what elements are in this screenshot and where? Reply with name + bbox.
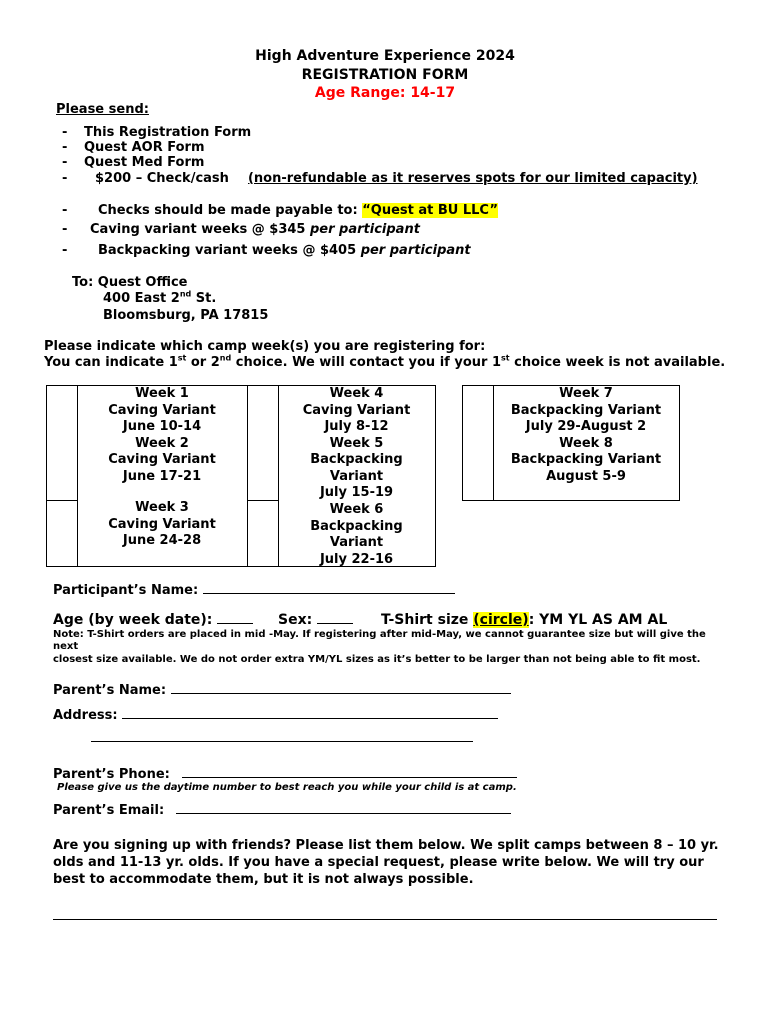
bullet-dash: - [62, 243, 68, 258]
tshirt-label: T-Shirt size [381, 612, 474, 628]
week-line: July 8-12 [324, 419, 389, 434]
week-cell-1-2 [77, 386, 247, 485]
week-line: Caving Variant [302, 402, 411, 418]
friends-line3: best to accommodate them, but it is not always possible. [53, 872, 474, 887]
bullet-dash: - [62, 125, 68, 140]
week-table-2 [247, 385, 436, 567]
street-suffix: St. [191, 291, 217, 306]
participant-name-field[interactable] [203, 582, 455, 594]
tshirt-sizes[interactable]: YM YL AS AM AL [539, 612, 668, 628]
bullet-dash: - [62, 222, 68, 237]
week-checkbox-6[interactable] [248, 500, 279, 566]
week-checkbox-1-2[interactable] [47, 386, 78, 500]
week-line: Backpacking [310, 452, 403, 467]
week-line: Week 3 [135, 500, 189, 515]
send-item-med: Quest Med Form [84, 155, 205, 170]
tshirt-note-line3: closest size available. We do not order extra YM/YL sizes as it’s better to be larger than not being able to fit most. [53, 654, 701, 665]
form-subtitle: REGISTRATION FORM [301, 67, 469, 83]
address-to: To: Quest Office [72, 275, 188, 290]
street-sup: nd [179, 289, 192, 299]
participant-name-row [53, 582, 455, 598]
week-checkbox-4-5[interactable] [248, 386, 279, 500]
bullet-dash: - [62, 203, 68, 218]
parent-email-label: Parent’s Email: [53, 803, 165, 818]
week-cell-3 [77, 500, 247, 550]
week-line: Variant [329, 535, 384, 550]
backpacking-price [98, 243, 471, 258]
week-table-1 [46, 385, 248, 567]
parent-phone-row [53, 766, 517, 782]
participant-name-label: Participant’s Name: [53, 583, 203, 598]
bullet-dash: - [62, 140, 68, 155]
week-checkbox-3[interactable] [47, 500, 78, 566]
address-field-2[interactable] [91, 741, 473, 742]
intro-text-c: choice. We will contact you if your 1 [231, 355, 501, 370]
week-line: Caving Variant [108, 516, 216, 532]
backpacking-price-text: Backpacking variant weeks @ $405 [98, 243, 361, 258]
per-participant: per participant [310, 222, 420, 237]
tshirt-note-line2: next [53, 641, 79, 652]
checkbox-divider [248, 500, 278, 501]
phone-note: Please give us the daytime number to best reach you while your child is at camp. [57, 782, 517, 793]
fee-note: (non-refundable as it reserves spots for our limited capacity) [247, 171, 698, 186]
sup-nd: nd [219, 353, 232, 363]
week-line: June 17-21 [122, 468, 202, 484]
tshirt-row [381, 612, 667, 628]
sup-st: st [177, 353, 187, 363]
age-row [53, 612, 253, 628]
send-item-registration: This Registration Form [84, 125, 252, 140]
week-line: Week 5 [329, 435, 384, 451]
friends-field[interactable] [53, 919, 717, 920]
checkbox-divider [47, 500, 77, 501]
weeks-intro-line2 [44, 355, 725, 370]
week-cell-6 [278, 502, 435, 568]
form-title: High Adventure Experience 2024 [255, 48, 515, 64]
address-row [53, 707, 498, 723]
week-line: Week 1 [135, 386, 189, 401]
caving-price-text: Caving variant weeks @ $345 [90, 222, 310, 237]
week-line: Caving Variant [108, 402, 216, 418]
friends-line1: Are you signing up with friends? Please list them below. We split camps between 8 – 10 yr. [53, 838, 719, 853]
intro-text-a: You can indicate 1 [44, 355, 178, 370]
age-label: Age (by week date): [53, 612, 213, 628]
tshirt-note-line1: Note: T-Shirt orders are placed in mid -May. If registering after mid-May, we cannot guarantee size but will give the [53, 629, 706, 640]
fee-amount: $200 – Check/cash [95, 171, 229, 186]
address-city: Bloomsburg, PA 17815 [103, 308, 269, 323]
send-item-fee [95, 171, 698, 186]
intro-text-b: or 2 [186, 355, 220, 370]
week-line: June 24-28 [122, 533, 202, 548]
intro-text-d: choice week is not available. [509, 355, 726, 370]
parent-name-label: Parent’s Name: [53, 683, 171, 698]
address-label: Address: [53, 708, 123, 723]
sex-field[interactable] [317, 612, 353, 624]
send-item-aor: Quest AOR Form [84, 140, 205, 155]
sup-st: st [501, 353, 510, 363]
week-line: Week 2 [135, 435, 189, 451]
week-line: Backpacking Variant [510, 402, 662, 418]
sex-label: Sex: [278, 612, 313, 628]
week-line: July 22-16 [319, 551, 394, 567]
week-line: July 15-19 [319, 485, 394, 500]
week-line: Caving Variant [108, 452, 216, 467]
please-send-heading: Please send: [56, 102, 149, 117]
week-line: August 5-9 [546, 468, 626, 484]
week-line: Week 8 [559, 435, 613, 451]
parent-phone-field[interactable] [182, 766, 517, 778]
checks-prefix: Checks should be made payable to: [98, 203, 363, 218]
parent-name-field[interactable] [171, 682, 511, 694]
week-line: Week 6 [329, 502, 384, 517]
checks-payee: “Quest at BU LLC” [362, 203, 498, 218]
per-participant: per participant [360, 243, 471, 258]
bullet-dash: - [62, 171, 68, 186]
age-field[interactable] [217, 612, 253, 624]
address-field-1[interactable] [122, 707, 498, 719]
friends-line2: olds and 11-13 yr. olds. If you have a special request, please write below. We will try our [53, 855, 704, 870]
week-cell-7-8 [493, 386, 679, 485]
checks-payable [98, 203, 498, 218]
street-text: 400 East 2 [103, 291, 180, 306]
week-cell-4-5 [278, 386, 435, 502]
week-line: Backpacking [310, 518, 403, 534]
age-range: Age Range: 14-17 [314, 85, 456, 101]
tshirt-circle: (circle) [473, 612, 529, 628]
week-table-3 [462, 385, 680, 501]
address-street [103, 291, 216, 306]
sex-row [278, 612, 353, 628]
caving-price [90, 222, 420, 237]
week-line: Variant [329, 468, 384, 484]
weeks-intro-line1: Please indicate which camp week(s) you are registering for: [44, 339, 486, 354]
week-line: Week 7 [559, 386, 613, 401]
week-line: Week 4 [329, 386, 384, 401]
parent-email-field[interactable] [176, 802, 511, 814]
week-line: July 29-August 2 [525, 419, 647, 434]
week-line: June 10-14 [122, 419, 202, 434]
parent-email-row [53, 802, 511, 818]
tshirt-colon: : [528, 612, 535, 628]
parent-phone-label: Parent’s Phone: [53, 767, 170, 782]
week-checkbox-7-8[interactable] [463, 386, 494, 500]
week-line: Backpacking Variant [510, 452, 662, 467]
parent-name-row [53, 682, 511, 698]
bullet-dash: - [62, 155, 68, 170]
